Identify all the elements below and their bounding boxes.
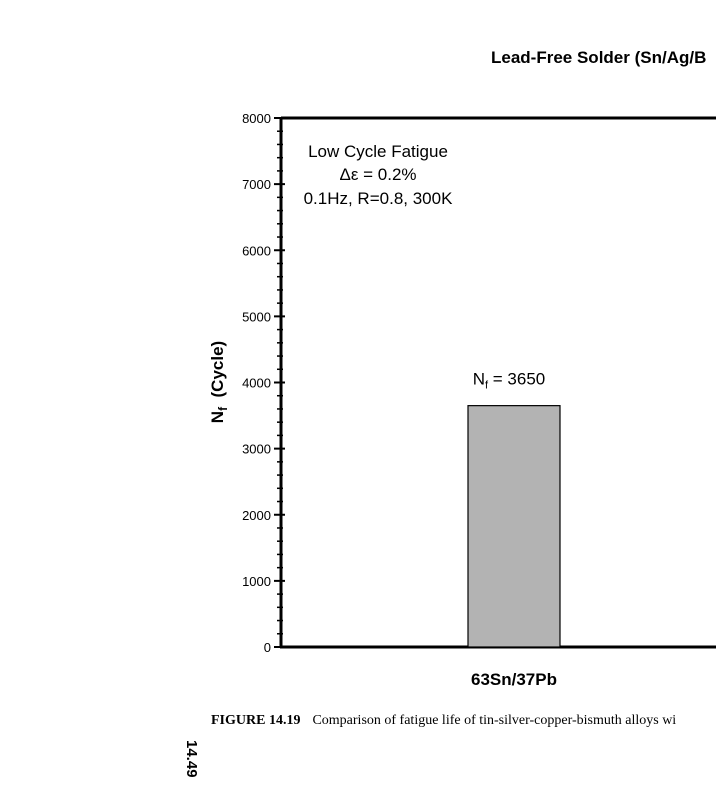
annotation-line: Low Cycle Fatigue — [308, 142, 448, 161]
y-tick-label: 4000 — [242, 375, 271, 391]
figure-caption — [211, 713, 676, 729]
bar — [468, 406, 560, 647]
bars — [468, 406, 560, 647]
annotation-line: Δε = 0.2% — [339, 165, 417, 184]
figure-label: FIGURE 14.19 — [211, 713, 301, 728]
y-axis-title — [208, 341, 230, 423]
y-tick-label: 3000 — [242, 441, 271, 457]
chart-annotation — [304, 142, 454, 208]
y-tick-label: 6000 — [242, 243, 271, 259]
y-tick-label: 5000 — [242, 309, 271, 325]
page-title: Lead-Free Solder (Sn/Ag/B — [491, 48, 707, 67]
annotation-line: 0.1Hz, R=0.8, 300K — [303, 189, 453, 208]
page-number: 14.49 — [183, 740, 200, 778]
y-axis-label: $N_f$ (Cycle) — [208, 340, 230, 424]
y-tick-label: 0 — [263, 640, 271, 655]
x-categories — [471, 670, 557, 689]
x-category-label: 63Sn/37Pb — [471, 670, 557, 689]
bar-value-label: $N_f = 3650$ — [472, 369, 546, 392]
y-tick-label: 7000 — [242, 177, 271, 193]
y-tick-label: 8000 — [242, 111, 271, 126]
bar-labels — [473, 370, 546, 392]
y-tick-label: 2000 — [242, 507, 271, 523]
figure-caption-text: Comparison of fatigue life of tin-silver-copper-bismuth alloys wi — [312, 713, 677, 728]
y-tick-label: 1000 — [242, 573, 271, 589]
